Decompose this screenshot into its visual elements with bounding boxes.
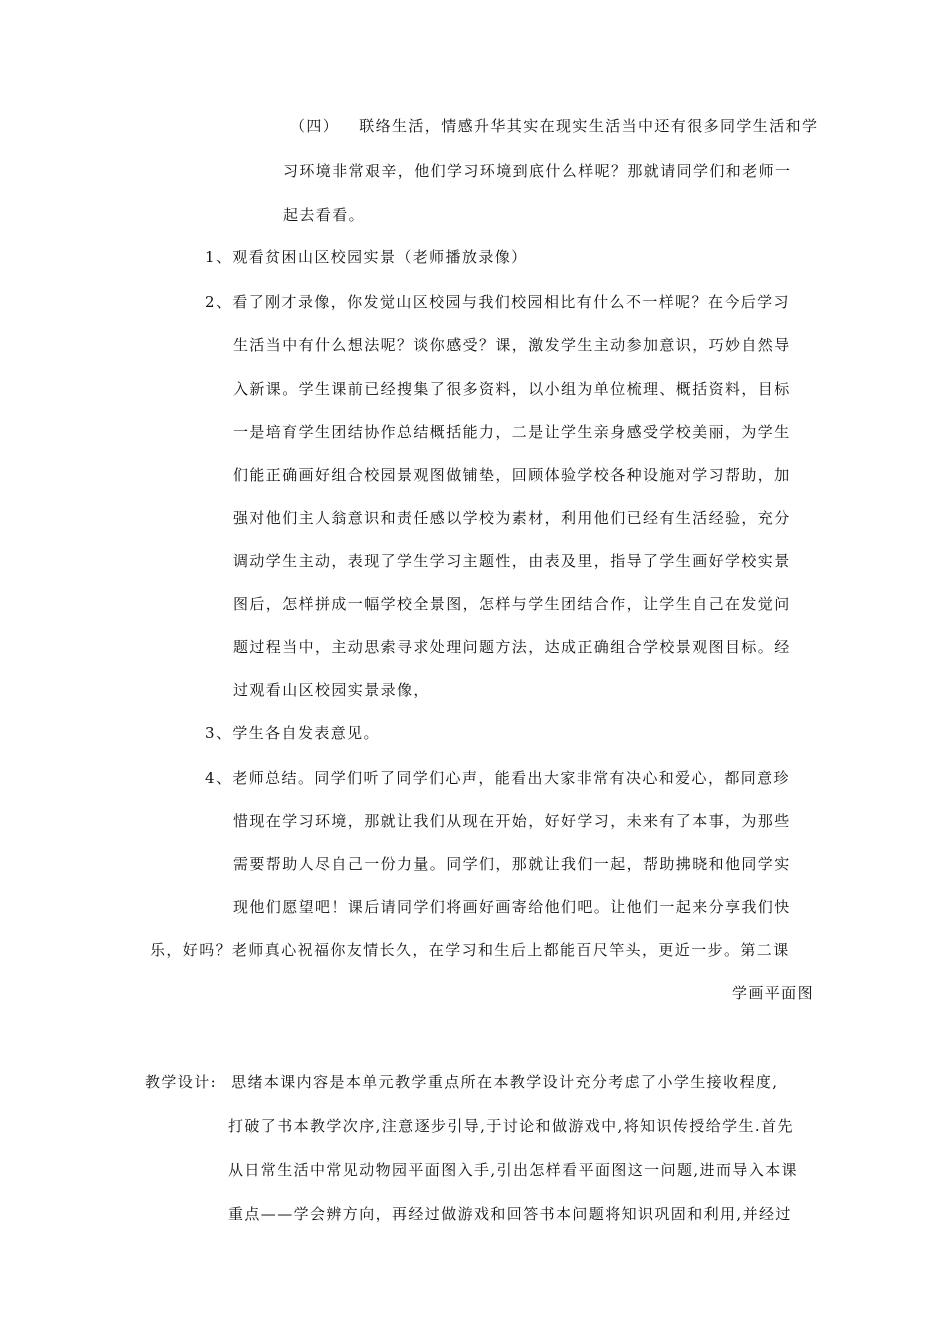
section-line-2: 习环境非常艰辛，他们学习环境到底什么样呢？那就请同学们和老师一 — [283, 162, 792, 180]
closing-line: 乐，好吗？老师真心祝福你友情长久，在学习和生后上都能百尺竿头，更近一步。第二课 — [150, 941, 790, 959]
lesson-title: 学画平面图 — [731, 984, 814, 1002]
design-first-line — [145, 1072, 778, 1092]
design-line: 打破了书本教学次序,注意逐步引导,于讨论和做游戏中,将知识传授给学生.首先 — [228, 1117, 794, 1135]
design-label: 教学设计: — [145, 1073, 218, 1091]
section-text-line: 联络生活，情感升华其实在现实生活当中还有很多同学生活和学 — [359, 117, 819, 135]
list-item-number: 4、 — [205, 769, 233, 787]
section-line-3: 起去看看。 — [283, 206, 366, 224]
list-item-text: 观看贫困山区校园实景（老师播放录像） — [232, 248, 528, 266]
list-item-text: 看了刚才录像，你发觉山区校园与我们校园相比有什么不一样呢？在今后学习 — [232, 293, 790, 311]
list-item-2-line: 们能正确画好组合校园景观图做铺垫，回顾体验学校各种设施对学习帮助，加 — [233, 466, 791, 484]
list-item-4-line: 惜现在学习环境，那就让我们从现在开始，好好学习，未来有了本事，为那些 — [233, 812, 791, 830]
list-item-number: 3、 — [205, 724, 233, 742]
list-item-2-line: 强对他们主人翁意识和责任感以学校为素材，利用他们已经有生活经验，充分 — [233, 509, 791, 527]
design-text: 思绪本课内容是本单元教学重点所在本教学设计充分考虑了小学生接收程度, — [231, 1073, 779, 1091]
list-item-number: 2、 — [205, 293, 233, 311]
design-line: 重点——学会辨方向，再经过做游戏和回答书本问题将知识巩固和利用,并经过 — [228, 1205, 792, 1223]
list-item-4-line: 需要帮助人尽自己一份力量。同学们，那就让我们一起，帮助拂晓和他同学实 — [233, 855, 791, 873]
design-line: 从日常生活中常见动物园平面图入手,引出怎样看平面图这一问题,进而导入本课 — [228, 1161, 798, 1179]
list-item-1 — [205, 247, 528, 267]
list-item-text: 老师总结。同学们听了同学们心声，能看出大家非常有决心和爱心，都同意珍 — [232, 769, 790, 787]
list-item-2-line: 过观看山区校园实景录像， — [233, 681, 430, 699]
list-item-3 — [205, 723, 380, 743]
section-line-1 — [290, 116, 818, 136]
list-item-2-line: 图后，怎样拼成一幅学校全景图，怎样与学生团结合作，让学生自己在发觉问 — [233, 595, 791, 613]
list-item-4-line: 现他们愿望吧！课后请同学们将画好画寄给他们吧。让他们一起来分享我们快 — [233, 898, 791, 916]
section-heading: （四） — [290, 117, 340, 135]
list-item-2-line: 调动学生主动，表现了学生学习主题性，由表及里，指导了学生画好学校实景 — [233, 552, 791, 570]
list-item-2-line: 一是培育学生团结协作总结概括能力，二是让学生亲身感受学校美丽，为学生 — [233, 423, 791, 441]
list-item-2-line: 生活当中有什么想法呢？谈你感受？课，激发学生主动参加意识，巧妙自然导 — [233, 336, 791, 354]
list-item-text: 学生各自发表意见。 — [232, 724, 380, 742]
list-item-2-line: 入新课。学生课前已经搜集了很多资料，以小组为单位梳理、概括资料，目标 — [233, 380, 791, 398]
list-item-number: 1、 — [205, 248, 233, 266]
list-item-2 — [205, 292, 790, 312]
list-item-4 — [205, 768, 790, 788]
list-item-2-line: 题过程当中，主动思索寻求处理问题方法，达成正确组合学校景观图目标。经 — [233, 638, 791, 656]
